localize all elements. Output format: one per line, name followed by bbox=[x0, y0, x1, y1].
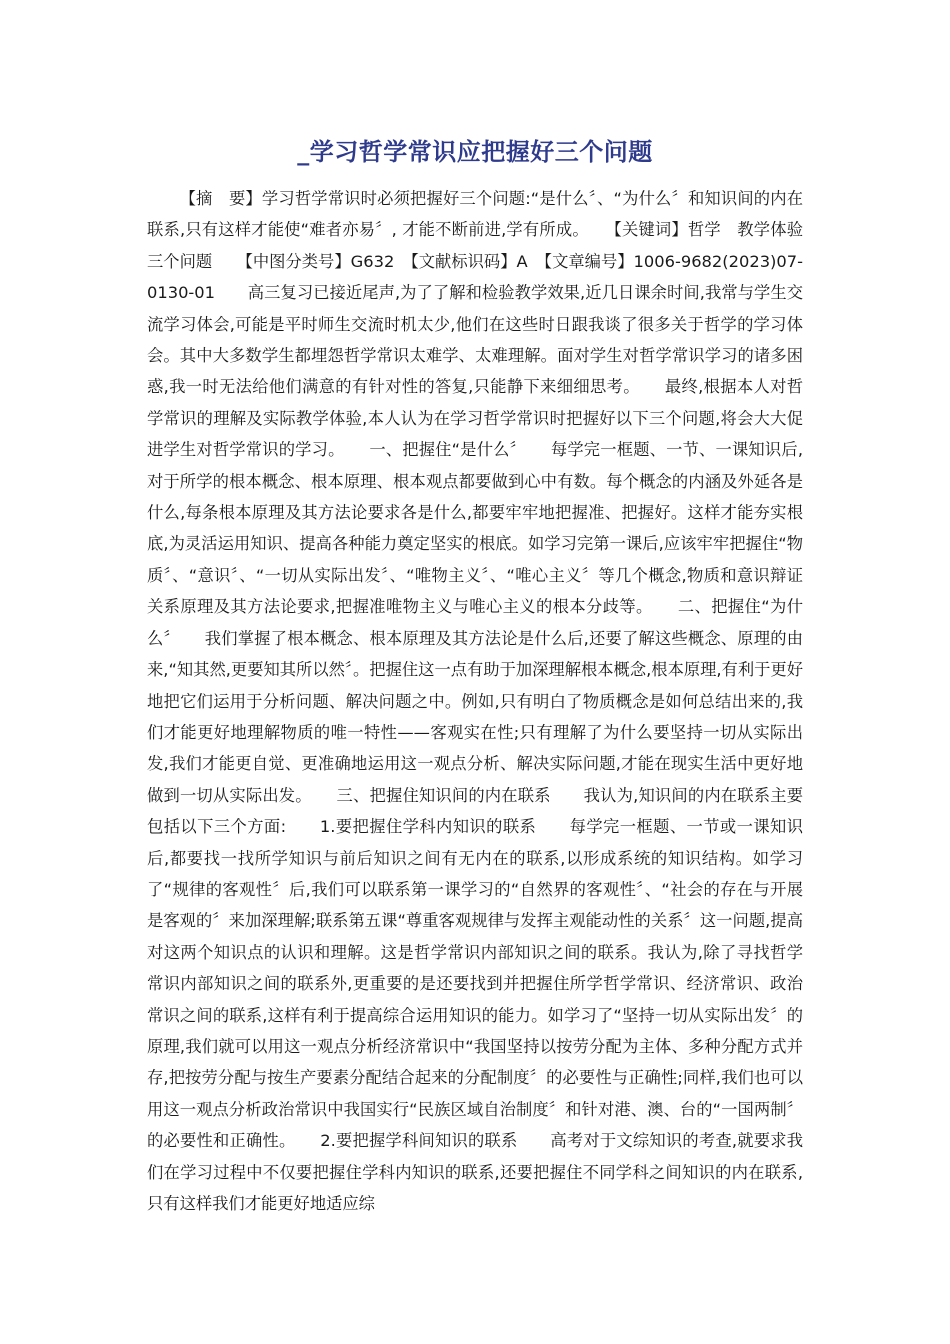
document-body: 【摘 要】学习哲学常识时必须把握好三个问题:“是什么〞、“为什么〞和知识间的内在联系,只有这样才能使“难者亦易〞, 才能不断前进,学有所成。 【关键词】哲学 教学体验 三个问题 【中图分类号】G632 【文献标识码】A 【文章编号】1006-9682(2023)07-0130-01 高三复习已接近尾声,为了了解和检验教学效果,近几日课余时间,我常与学生交流学习体会,可能是平时师生交流时机太少,他们在这些时日跟我谈了很多关于哲学的学习体会。其中大多数学生都埋怨哲学常识太难学、太难理解。面对学生对哲学常识学习的诸多困惑,我一时无法给他们满意的有针对性的答复,只能静下来细细思考。 最终,根据本人对哲学常识的理解及实际教学体验,本人认为在学习哲学常识时把握好以下三个问题,将会大大促进学生对哲学常识的学习。 一、把握住“是什么〞 每学完一框题、一节、一课知识后,对于所学的根本概念、根本原理、根本观点都要做到心中有数。每个概念的内涵及外延各是什么,每条根本原理及其方法论要求各是什么,都要牢牢地把握准、把握好。这样才能夯实根底,为灵活运用知识、提高各种能力奠定坚实的根底。如学习完第一课后,应该牢牢把握住“物质〞、“意识〞、“一切从实际出发〞、“唯物主义〞、“唯心主义〞等几个概念,物质和意识辩证关系原理及其方法论要求,把握准唯物主义与唯心主义的根本分歧等。 二、把握住“为什么〞 我们掌握了根本概念、根本原理及其方法论是什么后,还要了解这些概念、原理的由来,“知其然,更要知其所以然〞。把握住这一点有助于加深理解根本概念,根本原理,有利于更好地把它们运用于分析问题、解决问题之中。例如,只有明白了物质概念是如何总结出来的,我们才能更好地理解物质的唯一特性——客观实在性;只有理解了为什么要坚持一切从实际出发,我们才能更自觉、更准确地运用这一观点分析、解决实际问题,才能在现实生活中更好地做到一切从实际出发。 三、把握住知识间的内在联系 我认为,知识间的内在联系主要包括以下三个方面: 1.要把握住学科内知识的联系 每学完一框题、一节或一课知识后,都要找一找所学知识与前后知识之间有无内在的联系,以形成系统的知识结构。如学习了“规律的客观性〞后,我们可以联系第一课学习的“自然界的客观性〞、“社会的存在与开展是客观的〞来加深理解;联系第五课“尊重客观规律与发挥主观能动性的关系〞这一问题,提高对这两个知识点的认识和理解。这是哲学常识内部知识之间的联系。我认为,除了寻找哲学常识内部知识之间的联系外,更重要的是还要找到并把握住所学哲学常识、经济常识、政治常识之间的联系,这样有利于提高综合运用知识的能力。如学习了“坚持一切从实际出发〞的原理,我们就可以用这一观点分析经济常识中“我国坚持以按劳分配为主体、多种分配方式并存,把按劳分配与按生产要素分配结合起来的分配制度〞的必要性与正确性;同样,我们也可以用这一观点分析政治常识中我国实行“民族区域自治制度〞和针对港、澳、台的“一国两制〞的必要性和正确性。 2.要把握学科间知识的联系 高考对于文综知识的考查,就要求我们在学习过程中不仅要把握住学科内知识的联系,还要把握住不同学科之间知识的内在联系,只有这样我们才能更好地适应综 bbox=[147, 189, 820, 1213]
document-title: _学习哲学常识应把握好三个问题 bbox=[297, 138, 653, 166]
